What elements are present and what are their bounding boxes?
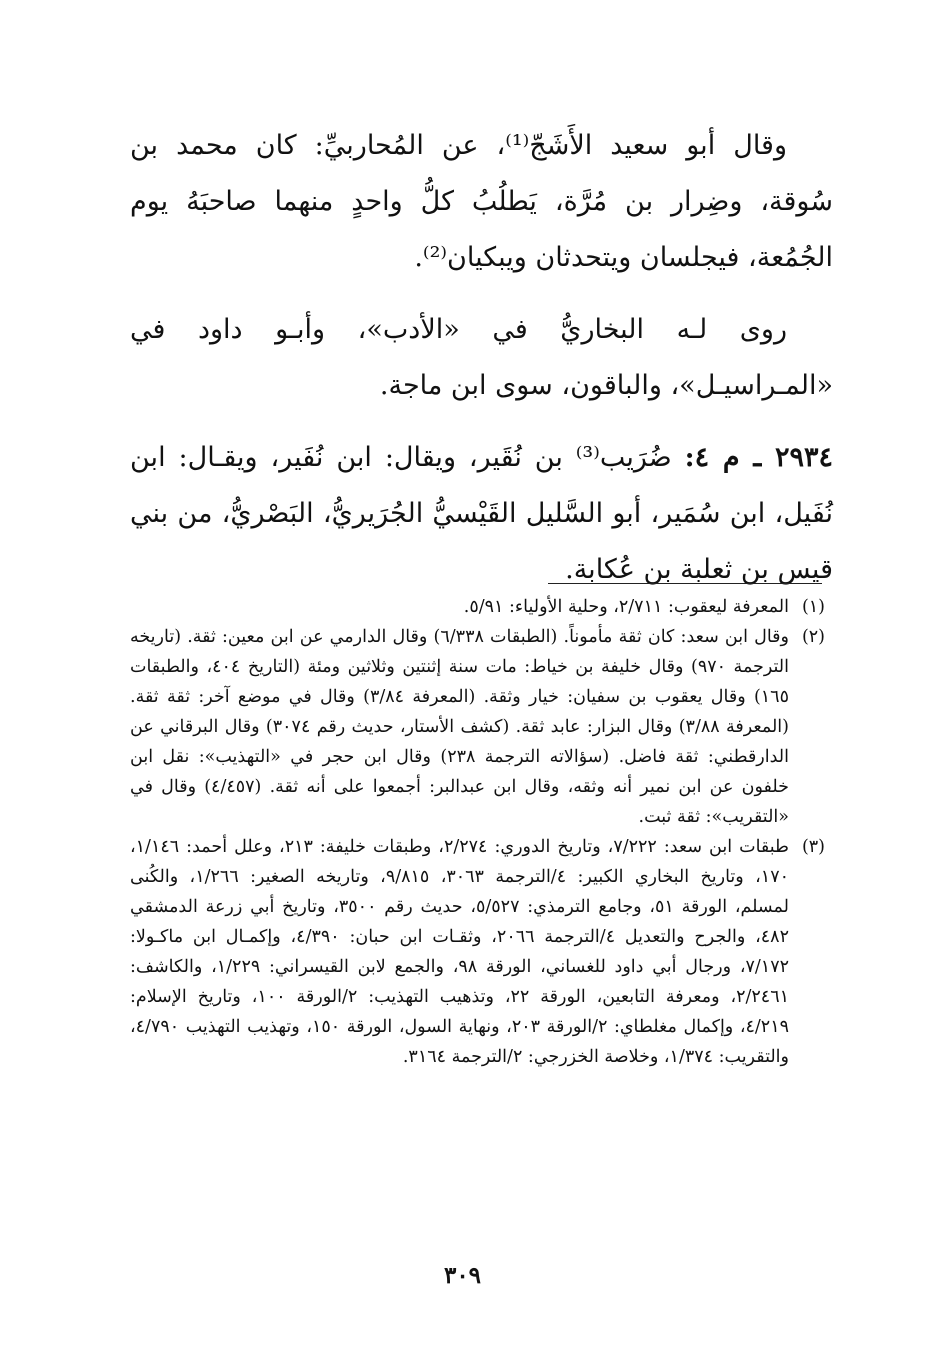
footnote-separator <box>548 583 822 584</box>
footnotes <box>130 592 825 1072</box>
footnote-marker: (٣) <box>801 837 825 857</box>
footnote <box>130 832 825 1072</box>
page-number: ٣٠٩ <box>443 1262 482 1289</box>
footnote-marker: (٢) <box>801 627 825 647</box>
paragraph-transmitters: روى لـه البخاريُّ في «الأدب»، وأبـو داود في «المـراسيـل»، والباقون، سوى ابن ماجة. <box>130 314 833 401</box>
biography-entry <box>130 430 833 598</box>
main-text <box>130 118 833 598</box>
paragraph-narration: وقال أبو سعيد الأَشَجّ⁽¹⁾، عن المُحاربيِّ: كان محمد بن سُوقة، وضِرار بن مُرَّة، يَطلُبُ كلُّ واحدٍ منهما صاحبَهُ يوم الجُمُعة، فيجلسان ويتحدثان ويبكيان⁽²⁾. <box>130 130 833 273</box>
footnote-text: وقال ابن سعد: كان ثقة مأموناً. (الطبقات ٦/٣٣٨) وقال الدارمي عن ابن معين: ثقة. (تاريخه الترجمة ٩٧٠) وقال خليفة بن خياط: مات سنة إثنتين وثلاثين ومئة (التاريخ ٤٠٤، والطبقات ١٦٥) وقال يعقوب بن سفيان: خيار وثقة. (المعرفة ٣/٨٤) وقال في موضع آخر: ثقة ثقة. (المعرفة ٣/٨٨) وقال البزار: عابد ثقة. (كشف الأستار، حديث رقم ٣٠٧٤) وقال البرقاني عن الدارقطني: ثقة فاضل. (سؤالاته الترجمة ٢٣٨) وقال ابن حجر في «التهذيب»: نقل ابن خلفون عن ابن نمير أنه وثقه، وقال ابن عبدالبر: أجمعوا على أنه ثقة. (٤/٤٥٧) وقال في «التقريب»: ثقة ثبت. <box>130 627 790 827</box>
entry-number: ٢٩٣٤ ـ م ٤: <box>684 442 833 473</box>
footnote-text: المعرفة ليعقوب: ٢/٧١١، وحلية الأولياء: ٥/٩١. <box>463 597 789 617</box>
footnote <box>130 622 825 832</box>
footnote <box>130 592 825 622</box>
footnote-marker: (١) <box>801 597 825 617</box>
entry-text: ضُرَيب⁽³⁾ بن نُقَير، ويقال: ابن نُفَير، ويقـال: ابن نُفَيل، ابن سُمَير، أبو السَّليل القَيْسيُّ الجُرَيريُّ، البَصْريُّ، من بني قيس بن ثعلبة بن عُكابة. <box>130 442 833 585</box>
footnote-text: طبقات ابن سعد: ٧/٢٢٢، وتاريخ الدوري: ٢/٢٧٤، وطبقات خليفة: ٢١٣، وعلل أحمد: ١/١٤٦، ١٧٠، وتاريخ البخاري الكبير: ٤/الترجمة ٣٠٦٣، ٩/٨١٥، وتاريخه الصغير: ١/٢٦٦، والكُنى لمسلم، الورقة ٥١، وجامع الترمذي: ٥/٥٢٧، حديث رقم ٣٥٠٠، وتاريخ أبي زرعة الدمشقي ٤٨٢، والجرح والتعديل ٤/الترجمة ٢٠٦٦، وثقـات ابن حبان: ٤/٣٩٠، وإكمـال ابن ماكـولا: ٧/١٧٢، ورجال أبي داود للغساني، الورقة ٩٨، والجمع لابن القيسراني: ١/٢٢٩، والكاشف: ٢/٢٤٦١، ومعرفة التابعين، الورقة ٢٢، وتذهيب التهذيب: ٢/الورقة ١٠٠، وتاريخ الإسلام: ٤/٢١٩، وإكمال مغلطاي: ٢/الورقة ٢٠٣، ونهاية السول، الورقة ١٥٠، وتهذيب التهذيب ٤/٧٩٠، والتقريب: ١/٣٧٤، وخلاصة الخزرجي: ٢/الترجمة ٣١٦٤. <box>130 837 790 1067</box>
